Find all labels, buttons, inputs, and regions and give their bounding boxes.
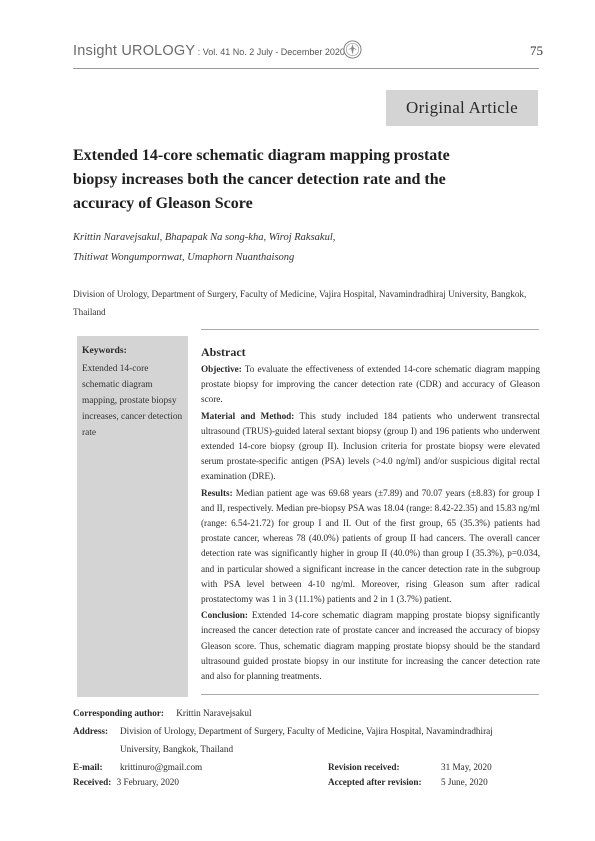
journal-name: Insight UROLOGY: [73, 43, 196, 59]
abstract-objective: [201, 362, 540, 408]
accepted-date: 5 June, 2020: [441, 777, 488, 787]
received-row: [73, 777, 179, 787]
address-label: Address:: [73, 726, 109, 736]
keywords-text: Extended 14-core schematic diagram mapping, prostate biopsy increases, cancer detection rate: [82, 364, 183, 438]
affiliation: Division of Urology, Department of Surgery, Faculty of Medicine, Vajira Hospital, Navamindradhiraj University, Bangkok, Thailand: [73, 289, 527, 317]
received-label: Received:: [73, 777, 112, 787]
corresponding-author-row: [73, 708, 252, 718]
address-line-1: Division of Urology, Department of Surgery, Faculty of Medicine, Vajira Hospital, Navamindradhiraj: [120, 726, 493, 736]
abstract-bottom-divider: [201, 694, 539, 695]
received-date: 3 February, 2020: [116, 777, 179, 787]
revision-date: 31 May, 2020: [441, 762, 492, 772]
revision-label: Revision received:: [328, 762, 400, 772]
conclusion-text: Extended 14-core schematic diagram mapping prostate biopsy significantly increased the cancer detection rate of prostate cancer and increased the accuracy of biopsy Gleason score. Thus, schematic diagram mapping prostate biopsy should be the standard ultrasound guided prostate biopsy in our institute for increasing the cancer detection rate and also for planning treatments.: [201, 610, 540, 682]
page-header: [73, 41, 543, 63]
corresponding-author-name: Krittin Naravejsakul: [176, 708, 252, 718]
email-label: E-mail:: [73, 762, 103, 772]
objective-label: Objective:: [201, 364, 242, 374]
article-type-badge: Original Article: [386, 90, 538, 126]
keywords-heading: Keywords:: [82, 345, 127, 356]
university-seal-icon: [343, 40, 362, 59]
title-line: Extended 14-core schematic diagram mapping prostate: [73, 147, 450, 164]
methods-text: This study included 184 patients who underwent transrectal ultrasound (TRUS)-guided lateral sextant biopsy (group I) and 196 patients who underwent extended 14-core biopsy (group II). Inclusion criteria for prostate biopsy were elevated serum prostate-specific antigen (PSA) levels (>4.0 ng/ml) and/or suspicious digital rectal examination (DRE).: [201, 410, 540, 482]
abstract-conclusion: [201, 608, 540, 684]
abstract-methods: [201, 409, 540, 485]
corresponding-author-label: Corresponding author:: [73, 708, 164, 718]
title-line: biopsy increases both the cancer detection rate and the: [73, 171, 446, 188]
objective-text: To evaluate the effectiveness of extended 14-core schematic diagram mapping prostate biopsy for improving the cancer detection rate (CDR) and accuracy of Gleason score.: [201, 364, 540, 405]
page-number: 75: [530, 43, 543, 58]
abstract: [201, 344, 540, 685]
abstract-top-divider: [201, 329, 539, 330]
author-line: Thitiwat Wongumpornwat, Umaphorn Nuanthaisong: [73, 252, 295, 263]
accepted-label: Accepted after revision:: [328, 777, 422, 787]
journal-volume: : Vol. 41 No. 2 July - December 2020: [195, 47, 345, 57]
address-line-2: University, Bangkok, Thailand: [120, 744, 234, 754]
author-line: Krittin Naravejsakul, Bhapapak Na song-kha, Wiroj Raksakul,: [73, 232, 336, 243]
author-list: [73, 228, 543, 268]
keywords-box: [77, 336, 188, 697]
abstract-heading: Abstract: [201, 345, 246, 359]
title-line: accuracy of Gleason Score: [73, 195, 253, 212]
results-label: Results:: [201, 487, 233, 498]
results-text: Median patient age was 69.68 years (±7.89) and 70.07 years (±8.83) for group I and II, respectively. Median pre-biopsy PSA was 18.04 (range: 8.42-22.35) and 15.83 ng/ml (range: 6.54-21.72) for group I and II. Out of the first group, 65 (35.3%) patients had prostate cancer, whereas 78 (40.0%) patients of group II had cancers. The overall cancer detection rate was significantly higher in group II (40.0%) than group I (35.3%), p=0.034, and in particular showed a significant increase in the cancer detection rate in the subgroup with PSA level between 4-10 ng/ml. Moreover, rising Gleason sum after radical prostatectomy was 1 in 3 (11.1%) patients and 2 in 1 (3.7%) patient.: [201, 487, 540, 605]
methods-label: Material and Method:: [201, 410, 295, 421]
article-title: [73, 144, 493, 216]
abstract-results: [201, 486, 540, 608]
journal-citation: [73, 42, 345, 60]
header-divider: [73, 68, 539, 69]
email-value: krittinuro@gmail.com: [120, 762, 203, 772]
conclusion-label: Conclusion:: [201, 610, 248, 621]
